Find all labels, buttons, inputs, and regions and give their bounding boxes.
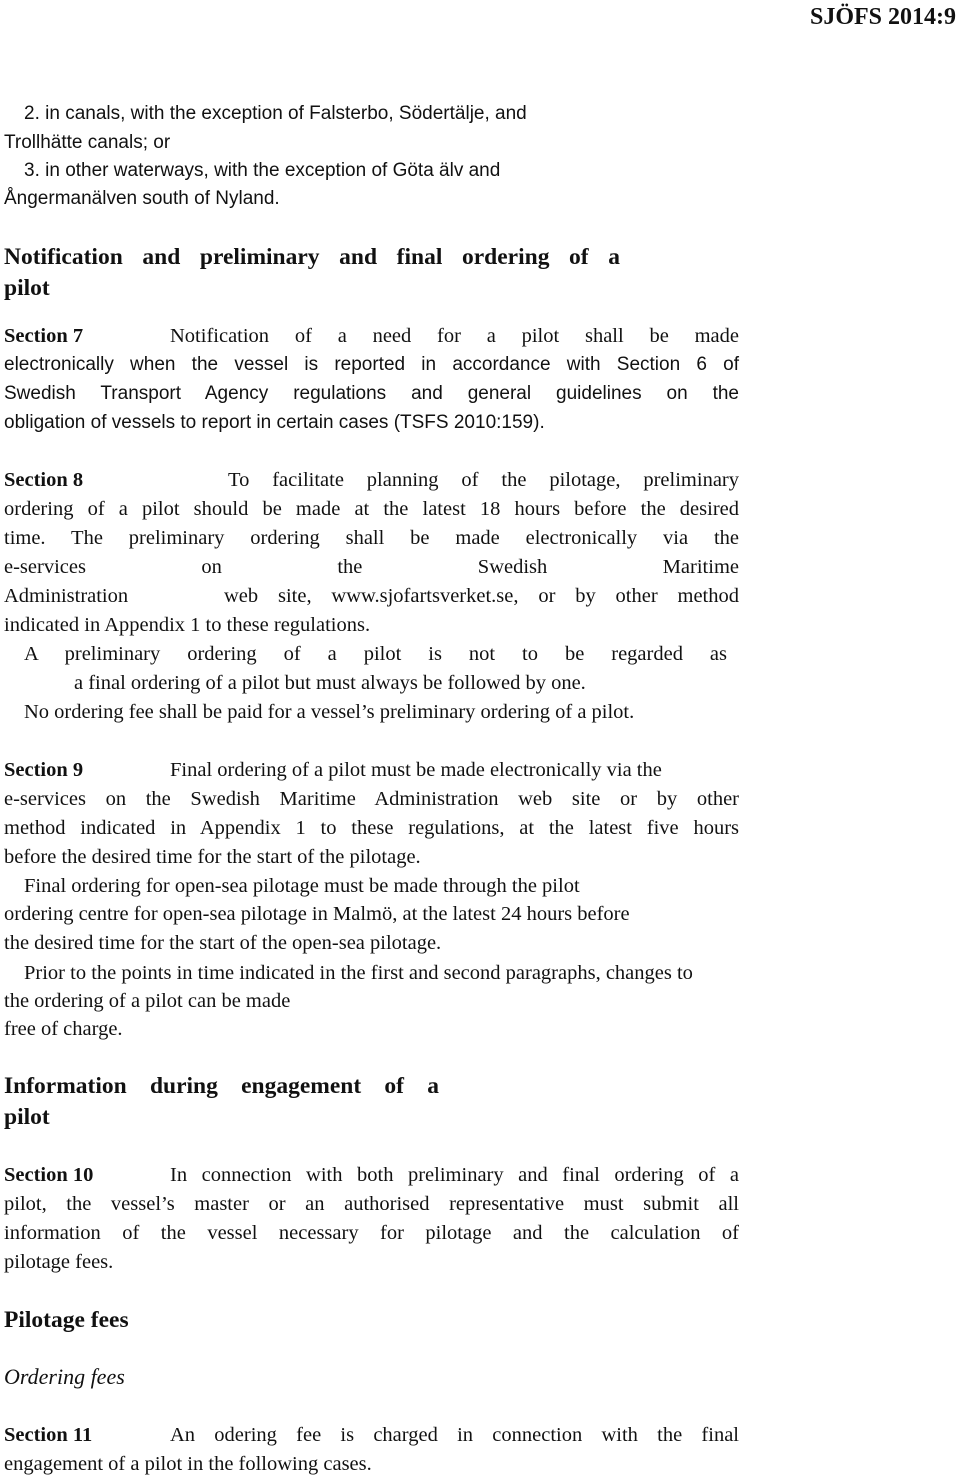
section-7-line1: Section 7 Notification of a need for a pilot shall be made [4, 325, 739, 347]
section-8-line7: A preliminary ordering of a pilot is not to be regarded as [24, 643, 727, 665]
section-9-line10: free of charge. [4, 1018, 123, 1040]
list-item-2-line1: 2. in canals, with the exception of Falsterbo, Södertälje, and [24, 103, 527, 124]
section-heading-information-cont: pilot [4, 1104, 50, 1130]
section-9-line7: the desired time for the start of the open-sea pilotage. [4, 932, 442, 954]
list-item-2-line2: Trollhätte canals; or [4, 132, 171, 153]
section-8-line9: No ordering fee shall be paid for a vessel’s preliminary ordering of a pilot. [24, 701, 635, 723]
section-11-line2: engagement of a pilot in the following cases. [4, 1453, 372, 1475]
section-8-line4: e-services on the Swedish Maritime [4, 556, 739, 578]
section-heading-notification-cont: pilot [4, 275, 50, 301]
section-11-label: Section 11 [4, 1424, 93, 1446]
section-8-line8: a final ordering of a pilot but must always be followed by one. [74, 672, 586, 694]
subsection-heading-ordering-fees: Ordering fees [4, 1364, 125, 1389]
section-10-line1: Section 10 In connection with both preliminary and final ordering of a [4, 1164, 739, 1186]
section-9-line2: e-services on the Swedish Maritime Administration web site or by other [4, 788, 739, 810]
section-9-line8: Prior to the points in time indicated in the first and second paragraphs, changes to [24, 962, 693, 984]
section-heading-information: Information during engagement of a [4, 1073, 439, 1099]
section-9-line9: the ordering of a pilot can be made [4, 990, 291, 1012]
section-7-label: Section 7 [4, 325, 84, 347]
section-10-line2: pilot, the vessel’s master or an authorised representative must submit all [4, 1193, 739, 1215]
document-code: SJÖFS 2014:9 [809, 4, 956, 30]
section-8-line5: Administration web site, www.sjofartsverket.se, or by other method [4, 585, 739, 607]
section-heading-pilotage-fees: Pilotage fees [4, 1307, 129, 1333]
list-item-3-line1: 3. in other waterways, with the exception of Göta älv and [24, 160, 501, 181]
section-9-line5: Final ordering for open-sea pilotage must be made through the pilot [24, 875, 580, 897]
section-9-line3: method indicated in Appendix 1 to these regulations, at the latest five hours [4, 817, 739, 839]
section-9-line1: Section 9 Final ordering of a pilot must be made electronically via the [4, 759, 662, 781]
list-item-3-line2: Ångermanälven south of Nyland. [4, 188, 280, 209]
section-9-label: Section 9 [4, 759, 84, 781]
section-7-line2: electronically when the vessel is reported in accordance with Section 6 of [4, 354, 739, 375]
section-8-line1: Section 8 To facilitate planning of the pilotage, preliminary [4, 469, 739, 491]
section-8-line3: time. The preliminary ordering shall be made electronically via the [4, 527, 739, 549]
section-10-line3: information of the vessel necessary for pilotage and the calculation of [4, 1222, 739, 1244]
section-8-line2: ordering of a pilot should be made at the latest 18 hours before the desired [4, 498, 739, 520]
section-8-line6: indicated in Appendix 1 to these regulations. [4, 614, 371, 636]
section-8-label: Section 8 [4, 469, 84, 491]
section-11-line1: Section 11 An odering fee is charged in connection with the final [4, 1424, 739, 1446]
section-7-line4: obligation of vessels to report in certain cases (TSFS 2010:159). [4, 412, 545, 433]
section-9-line6: ordering centre for open-sea pilotage in Malmö, at the latest 24 hours before [4, 903, 630, 925]
section-heading-notification: Notification and preliminary and final ordering of a [4, 244, 620, 270]
section-9-line4: before the desired time for the start of the pilotage. [4, 846, 421, 868]
section-10-line4: pilotage fees. [4, 1251, 114, 1273]
section-10-label: Section 10 [4, 1164, 94, 1186]
section-7-line3: Swedish Transport Agency regulations and general guidelines on the [4, 383, 739, 404]
